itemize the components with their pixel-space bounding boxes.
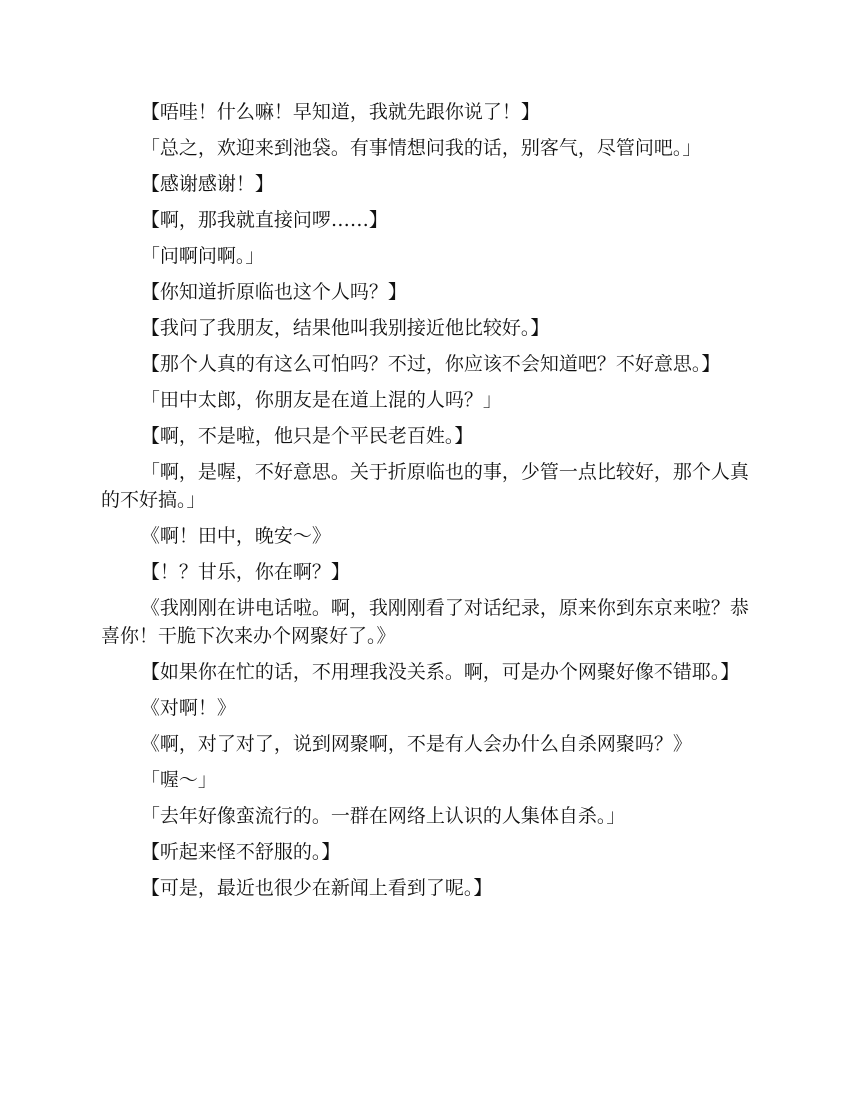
chat-line: 「田中太郎，你朋友是在道上混的人吗？」 (140, 389, 502, 411)
chat-line: 【啊，不是啦，他只是个平民老百姓。】 (140, 425, 474, 447)
chat-line: 【可是，最近也很少在新闻上看到了呢。】 (140, 877, 493, 899)
chat-line: 「去年好像蛮流行的。一群在网络上认识的人集体自杀。」 (140, 805, 626, 827)
chat-line: 「问啊问啊。」 (140, 245, 265, 267)
document-body (101, 98, 749, 910)
chat-line: 《啊，对了对了，说到网聚啊，不是有人会办什么自杀网聚吗？》 (140, 733, 692, 755)
chat-line: 【我问了我朋友，结果他叫我别接近他比较好。】 (140, 317, 550, 339)
chat-line: 【如果你在忙的话，不用理我没关系。啊，可是办个网聚好像不错耶。】 (140, 661, 740, 683)
chat-line: 《对啊！》 (140, 697, 236, 719)
chat-line: 「啊，是喔，不好意思。关于折原临也的事，少管一点比较好，那个人真的不好搞。」 (101, 461, 749, 511)
chat-line: 【那个人真的有这么可怕吗？不过，你应该不会知道吧？不好意思。】 (140, 353, 721, 375)
chat-line: 「总之，欢迎来到池袋。有事情想问我的话，别客气，尽管问吧。」 (140, 137, 702, 159)
chat-line: 【感谢感谢！】 (140, 173, 274, 195)
chat-line: 【听起来怪不舒服的。】 (140, 841, 341, 863)
chat-line: 【啊，那我就直接问啰……】 (140, 209, 388, 231)
chat-line: 「喔～」 (140, 769, 217, 791)
chat-line: 《啊！田中，晚安～》 (140, 525, 331, 547)
chat-line: 【唔哇！什么嘛！早知道，我就先跟你说了！】 (140, 101, 540, 123)
chat-line: 《我刚刚在讲电话啦。啊，我刚刚看了对话纪录，原来你到东京来啦？恭喜你！干脆下次来办个网聚好了。》 (101, 597, 749, 647)
chat-line: 【！？甘乐，你在啊？】 (140, 561, 350, 583)
chat-line: 【你知道折原临也这个人吗？】 (140, 281, 407, 303)
